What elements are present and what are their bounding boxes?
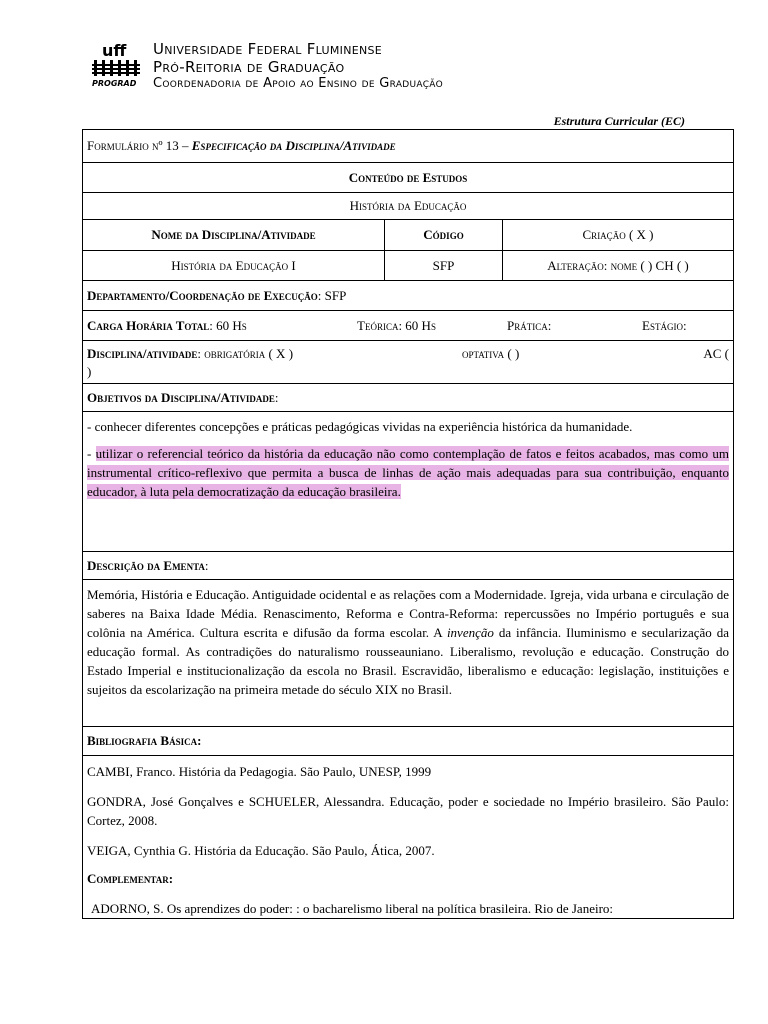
activity-type-label: Disciplina/atividade <box>87 346 198 361</box>
complementar-label: Complementar: <box>87 871 174 886</box>
form-title-prefix: Formulário nº 13 – <box>87 138 192 153</box>
workload-label: Carga Horária Total <box>87 317 210 333</box>
objective-1: - conhecer diferentes concepções e práticas pedagógicas vividas na experiência histórica da humanidade. <box>87 419 633 434</box>
document-header <box>88 40 688 96</box>
ementa-text <box>87 585 729 699</box>
university-name: Universidade Federal Fluminense <box>153 40 383 58</box>
reference-3: VEIGA, Cynthia G. História da Educação. São Paulo, Ática, 2007. <box>87 843 435 858</box>
department-row <box>83 281 734 311</box>
workload-value: : 60 Hs <box>209 317 247 333</box>
ementa-header <box>83 552 734 580</box>
activity-type-close: ) <box>87 364 92 379</box>
discipline-code: SFP <box>385 251 503 281</box>
reference-1: CAMBI, Franco. História da Pedagogia. São Paulo, UNESP, 1999 <box>87 764 432 779</box>
department-value: : SFP <box>317 287 347 303</box>
activity-type-ac: AC ( <box>703 346 729 361</box>
coordination-name: Coordenadoria de Apoio ao Ensino de Graduação <box>153 76 443 91</box>
ementa-body <box>83 580 734 727</box>
reference-4: ADORNO, S. Os aprendizes do poder: : o bacharelismo liberal na política brasileira. Rio de Janeiro: <box>91 901 614 916</box>
objective-2 <box>87 444 729 501</box>
activity-type-obrigatoria: : obrigatória ( X ) <box>197 346 294 361</box>
objectives-colon: : <box>274 389 279 405</box>
discipline-form-table <box>82 129 734 919</box>
uff-prograd-logo <box>88 40 144 90</box>
objectives-body <box>83 412 734 552</box>
discipline-name: História da Educação I <box>83 251 385 281</box>
estrutura-curricular-label: Estrutura Curricular (EC) <box>553 114 685 128</box>
ementa-label: Descrição da Ementa <box>87 557 205 573</box>
department-label: Departamento/Coordenação de Execução <box>87 287 318 303</box>
ementa-text-b: da infância. Iluminismo e secularização da educação formal. As contradições do naturalismo rousseauniano. Liberalismo, revolução e educação. Construção do Estado Imperial e institucionalização da escola no Brasil. Escravidão, liberalismo e educação: legislação, instituições e sujeitos da escolarização na primeira metade do século XIX no Brasil. <box>87 625 729 697</box>
col-header-nome: Nome da Disciplina/Atividade <box>83 220 385 251</box>
form-title <box>83 130 734 163</box>
area-title: História da Educação <box>83 193 734 220</box>
section-title: Conteúdo de Estudos <box>83 163 734 193</box>
col-header-codigo: Código <box>385 220 503 251</box>
logo-prograd-text: PROGRAD <box>92 79 137 88</box>
criacao-field: Criação ( X ) <box>503 220 734 251</box>
objective-2-dash: - <box>87 446 96 461</box>
theory-hours: Teórica: 60 Hs <box>357 317 436 333</box>
activity-type-row <box>83 341 734 384</box>
reference-2: GONDRA, José Gonçalves e SCHUELER, Alessandra. Educação, poder e sociedade no Império brasileiro. São Paulo: Cortez, 2008. <box>87 794 729 828</box>
ementa-text-a: Memória, História e Educação. Antiguidade ocidental e as relações com a Modernidade. Igreja, vida urbana e circulação de saberes na Baixa Idade Média. Renascimento, Reforma e Contra-Reforma: repercussões no Império português e sua colônia na América. Cultura escrita e difusão da forma escolar. A <box>87 587 729 640</box>
bibliography-body <box>83 756 734 919</box>
internship-hours: Estágio: <box>642 317 687 333</box>
ementa-colon: : <box>204 557 209 573</box>
header-text <box>153 40 443 92</box>
objective-2-text: utilizar o referencial teórico da história da educação não como contemplação de fatos e feitos acabados, mas como um instrumental crítico-reflexivo que permita a busca de linhas de ação mais adequadas para sua contribuição, enquanto educador, à luta pela democratização da educação brasileira. <box>87 446 729 499</box>
practice-hours: Prática: <box>507 317 552 333</box>
workload-row <box>83 311 734 341</box>
alteracao-field: Alteração: nome ( ) CH ( ) <box>503 251 734 281</box>
objectives-label: Objetivos da Disciplina/Atividade <box>87 389 275 405</box>
form-title-main: Especificação da Disciplina/Atividade <box>191 138 396 153</box>
ementa-text-italic: invenção <box>446 625 494 640</box>
activity-type-optativa: optativa ( ) <box>462 346 520 361</box>
objectives-header <box>83 384 734 412</box>
prorectory-name: Pró-Reitoria de Graduação <box>153 58 345 76</box>
bibliography-label: Bibliografia Básica: <box>83 727 734 756</box>
logo-uff-text: uff <box>102 41 127 60</box>
